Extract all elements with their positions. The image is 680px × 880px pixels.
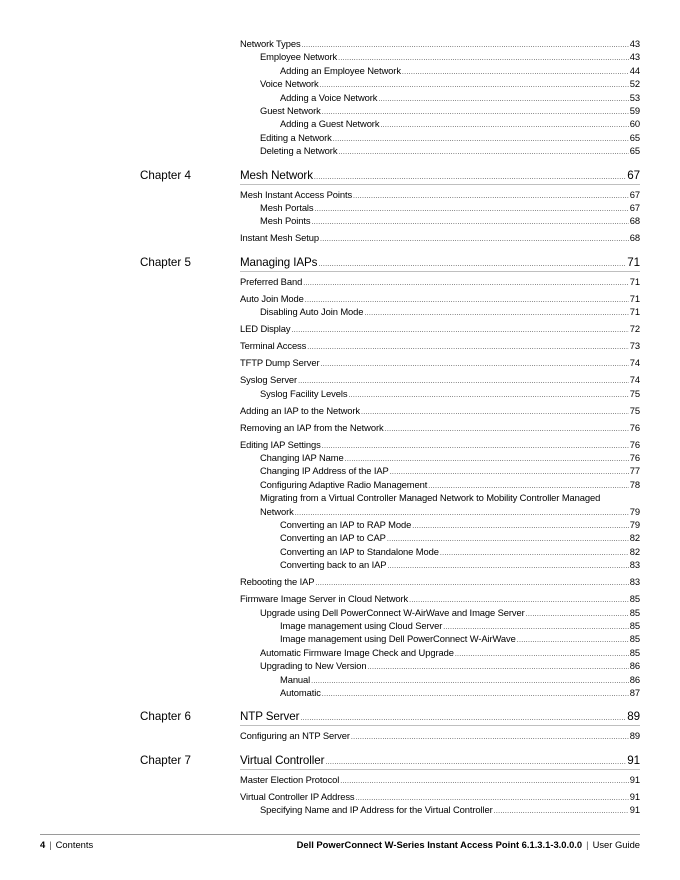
dot-leader bbox=[380, 122, 628, 129]
toc-entry-title: Master Election Protocol bbox=[240, 773, 340, 785]
dot-leader bbox=[368, 664, 629, 671]
dot-leader bbox=[302, 42, 629, 49]
toc-entry-title: Virtual Controller IP Address bbox=[240, 790, 355, 802]
toc-entry-page: 43 bbox=[629, 51, 640, 63]
toc-entry-page: 71 bbox=[627, 255, 640, 269]
toc-entry-title: Virtual Controller bbox=[240, 753, 325, 767]
dot-leader bbox=[315, 206, 629, 213]
toc-entry-title: Converting an IAP to RAP Mode bbox=[280, 519, 412, 530]
toc-entry-page: 71 bbox=[629, 292, 640, 304]
toc-entry-page: 76 bbox=[629, 452, 640, 463]
toc-entry-title: Deleting a Network bbox=[260, 145, 338, 157]
toc-entry[interactable] bbox=[260, 305, 640, 318]
toc-entry-title: Image management using Cloud Server bbox=[280, 620, 443, 631]
toc-entry-page: 75 bbox=[629, 404, 640, 416]
toc-entry-page: 67 bbox=[629, 188, 640, 200]
toc-entry[interactable] bbox=[240, 373, 640, 386]
toc-entry-page: 89 bbox=[627, 710, 640, 724]
toc-entry[interactable] bbox=[260, 144, 640, 157]
toc-entry-page: 85 bbox=[629, 633, 640, 645]
toc-entry-page: 82 bbox=[629, 532, 640, 544]
toc-entry[interactable] bbox=[260, 104, 640, 117]
toc-entry-page: 65 bbox=[629, 131, 640, 143]
dot-leader bbox=[311, 678, 629, 685]
dot-leader bbox=[390, 469, 629, 476]
dot-leader bbox=[402, 69, 629, 76]
toc-entry-page: 52 bbox=[629, 78, 640, 90]
toc-entry[interactable] bbox=[260, 451, 640, 464]
toc-entry[interactable] bbox=[280, 117, 640, 130]
toc-entry-page: 67 bbox=[629, 202, 640, 213]
toc-entry-page: 78 bbox=[629, 478, 640, 490]
toc-entry-page: 85 bbox=[629, 593, 640, 605]
toc-entry-page: 71 bbox=[629, 275, 640, 287]
toc-entry-page: 68 bbox=[629, 215, 640, 227]
toc-entry-page: 68 bbox=[629, 232, 640, 244]
dot-leader bbox=[322, 109, 629, 116]
toc-entry-page: 59 bbox=[629, 105, 640, 116]
dot-leader bbox=[348, 392, 628, 399]
toc-entry-title: Editing a Network bbox=[260, 131, 332, 143]
toc-entry[interactable] bbox=[260, 50, 640, 63]
toc-entry[interactable] bbox=[240, 438, 640, 451]
toc-entry-title: Employee Network bbox=[260, 51, 338, 63]
toc-entry[interactable] bbox=[260, 646, 640, 659]
toc-entry[interactable] bbox=[280, 64, 640, 77]
dot-leader bbox=[318, 261, 626, 268]
toc-entry-title: Converting back to an IAP bbox=[280, 559, 387, 571]
chapter-rule bbox=[240, 769, 640, 770]
chapter-label: Chapter 6 bbox=[140, 710, 191, 724]
toc-entry-title: Upgrading to New Version bbox=[260, 660, 367, 672]
toc-entry-page: 73 bbox=[629, 340, 640, 352]
dot-leader bbox=[387, 563, 628, 570]
chapter-entry[interactable] bbox=[240, 753, 640, 768]
dot-leader bbox=[364, 310, 628, 317]
toc-entry-page: 71 bbox=[629, 306, 640, 318]
toc-entry-title: Image management using Dell PowerConnect W-AirWave bbox=[280, 633, 516, 645]
toc-entry-title: Mesh Network bbox=[240, 168, 313, 182]
toc-entry-title: Network Types bbox=[240, 38, 301, 49]
dot-leader bbox=[320, 236, 629, 243]
toc-entry[interactable] bbox=[280, 91, 640, 104]
toc-entry[interactable] bbox=[260, 803, 640, 816]
dot-leader bbox=[428, 483, 629, 490]
toc-entry-title: Disabling Auto Join Mode bbox=[260, 306, 364, 318]
toc-entry[interactable] bbox=[280, 518, 640, 531]
dot-leader bbox=[291, 327, 628, 334]
footer-document-suffix: User Guide bbox=[592, 839, 640, 850]
toc-entry-title: Syslog Server bbox=[240, 374, 298, 386]
dot-leader bbox=[338, 55, 629, 62]
toc-entry-title: Removing an IAP from the Network bbox=[240, 421, 384, 433]
chapter-label: Chapter 5 bbox=[140, 255, 191, 269]
toc-entry[interactable] bbox=[280, 558, 640, 571]
toc-entry-page: 43 bbox=[629, 38, 640, 49]
footer-section: Contents bbox=[55, 839, 94, 850]
chapter-entry[interactable] bbox=[240, 168, 640, 183]
toc-entry-page: 79 bbox=[629, 505, 640, 517]
dot-leader bbox=[325, 759, 626, 766]
toc-entry-title: Manual bbox=[280, 673, 311, 685]
toc-entry[interactable] bbox=[280, 619, 640, 632]
toc-entry-title: Converting an IAP to CAP bbox=[280, 532, 386, 544]
toc-entry-title: Preferred Band bbox=[240, 275, 303, 287]
toc-entry[interactable] bbox=[240, 575, 640, 588]
toc-entry-page: 83 bbox=[629, 576, 640, 588]
dot-leader bbox=[307, 344, 629, 351]
footer-page-number: 4 bbox=[40, 839, 46, 850]
toc-entry-title: LED Display bbox=[240, 323, 291, 335]
toc-entry-title: Configuring an NTP Server bbox=[240, 730, 350, 742]
chapter-label: Chapter 7 bbox=[140, 753, 191, 767]
toc-entry-title: Mesh Points bbox=[260, 215, 311, 227]
toc-entry[interactable] bbox=[260, 659, 640, 672]
toc-entry[interactable] bbox=[280, 673, 640, 686]
toc-entry[interactable] bbox=[240, 592, 640, 605]
toc-entry-page: 67 bbox=[627, 168, 640, 182]
dot-leader bbox=[298, 378, 629, 385]
toc-entry[interactable] bbox=[260, 201, 640, 214]
toc-entry[interactable] bbox=[260, 606, 640, 619]
dot-leader bbox=[322, 443, 629, 450]
toc-entry[interactable] bbox=[260, 387, 640, 400]
footer-document-title: Dell PowerConnect W-Series Instant Access Point 6.1.3.1-3.0.0.0 bbox=[296, 839, 583, 850]
toc-entry-title: Network bbox=[260, 505, 294, 517]
toc-entry-title: Upgrade using Dell PowerConnect W-AirWave and Image Server bbox=[260, 606, 525, 618]
dot-leader bbox=[295, 510, 629, 517]
chapter-rule bbox=[240, 184, 640, 185]
toc-entry[interactable] bbox=[280, 531, 640, 544]
dot-leader bbox=[517, 637, 629, 644]
toc-entry-page: 53 bbox=[629, 91, 640, 103]
toc-entry-page: 85 bbox=[629, 646, 640, 658]
dot-leader bbox=[340, 778, 629, 785]
dot-leader bbox=[494, 808, 629, 815]
toc-entry[interactable] bbox=[260, 214, 640, 227]
toc-entry-title: Terminal Access bbox=[240, 340, 307, 352]
toc-entry-title: Editing IAP Settings bbox=[240, 438, 321, 450]
toc-entry-title: Rebooting the IAP bbox=[240, 576, 315, 588]
toc-entry-page: 91 bbox=[627, 753, 640, 767]
toc-entry-title: Adding an Employee Network bbox=[280, 64, 401, 76]
chapter-label: Chapter 4 bbox=[140, 168, 191, 182]
dot-leader bbox=[312, 219, 629, 226]
toc-entry-page: 75 bbox=[629, 387, 640, 399]
toc-entry-page: 79 bbox=[629, 519, 640, 530]
toc-entry-page: 89 bbox=[629, 730, 640, 742]
toc-entry-page: 44 bbox=[629, 64, 640, 76]
toc-entry[interactable] bbox=[240, 773, 640, 786]
dot-leader bbox=[443, 624, 629, 631]
toc-entry-title: Configuring Adaptive Radio Management bbox=[260, 478, 428, 490]
toc-entry-title: Syslog Facility Levels bbox=[260, 387, 348, 399]
footer-separator-2: | bbox=[586, 839, 589, 850]
toc-entry-title: Changing IAP Name bbox=[260, 452, 344, 463]
toc-entry-title: Mesh Portals bbox=[260, 202, 314, 213]
dot-leader bbox=[351, 734, 629, 741]
toc-entry-page: 86 bbox=[629, 660, 640, 672]
dot-leader bbox=[300, 715, 626, 722]
toc-entry-page: 60 bbox=[629, 118, 640, 130]
footer-right bbox=[297, 839, 640, 851]
dot-leader bbox=[320, 82, 629, 89]
toc-entry-title: Changing IP Address of the IAP bbox=[260, 465, 389, 477]
toc-entry[interactable] bbox=[240, 37, 640, 50]
toc-entry-title: Instant Mesh Setup bbox=[240, 232, 319, 244]
toc-entry-title: Guest Network bbox=[260, 105, 321, 116]
toc-entry[interactable] bbox=[280, 545, 640, 558]
toc-entry[interactable] bbox=[240, 339, 640, 352]
toc-entry-page: 91 bbox=[629, 773, 640, 785]
toc-entry-page: 76 bbox=[629, 421, 640, 433]
dot-leader bbox=[315, 580, 628, 587]
dot-leader bbox=[303, 280, 629, 287]
toc-entry-title: Adding a Guest Network bbox=[280, 118, 380, 130]
toc-entry-page: 83 bbox=[629, 559, 640, 571]
toc-entry[interactable] bbox=[240, 790, 640, 803]
toc-entry-title: TFTP Dump Server bbox=[240, 357, 320, 369]
toc-entry-title: NTP Server bbox=[240, 710, 300, 724]
toc-entry[interactable] bbox=[260, 478, 640, 491]
dot-leader bbox=[526, 611, 629, 618]
toc-entry-title: Mesh Instant Access Points bbox=[240, 188, 353, 200]
footer-left bbox=[40, 839, 93, 851]
toc-entry-title: Voice Network bbox=[260, 78, 319, 90]
toc-entry-title: Auto Join Mode bbox=[240, 292, 304, 304]
chapter-entry[interactable] bbox=[240, 255, 640, 270]
toc-entry-title: Managing IAPs bbox=[240, 255, 318, 269]
dot-leader bbox=[412, 523, 629, 530]
chapter-rule bbox=[240, 725, 640, 726]
dot-leader bbox=[314, 174, 626, 181]
toc-entry-title: Firmware Image Server in Cloud Network bbox=[240, 593, 409, 605]
dot-leader bbox=[345, 456, 629, 463]
dot-leader bbox=[333, 136, 629, 143]
toc-entry[interactable] bbox=[240, 421, 640, 434]
toc-entry[interactable] bbox=[280, 632, 640, 645]
toc-entry[interactable] bbox=[240, 322, 640, 335]
toc-entry[interactable] bbox=[260, 131, 640, 144]
toc-entry-page: 65 bbox=[629, 145, 640, 157]
dot-leader bbox=[455, 651, 629, 658]
toc-entry-page: 86 bbox=[629, 673, 640, 685]
footer-separator: | bbox=[49, 839, 52, 850]
dot-leader bbox=[353, 193, 629, 200]
dot-leader bbox=[356, 795, 629, 802]
toc-entry[interactable] bbox=[260, 77, 640, 90]
toc-entry-page: 72 bbox=[629, 323, 640, 335]
toc-entry-title: Automatic Firmware Image Check and Upgrade bbox=[260, 646, 454, 658]
toc-entry[interactable] bbox=[240, 275, 640, 288]
toc-entry[interactable] bbox=[240, 729, 640, 742]
dot-leader bbox=[440, 550, 629, 557]
chapter-entry[interactable] bbox=[240, 709, 640, 724]
toc-entry-title: Automatic bbox=[280, 687, 321, 698]
toc-entry-title: Adding a Voice Network bbox=[280, 91, 378, 103]
dot-leader bbox=[322, 691, 629, 698]
toc-entry[interactable] bbox=[240, 404, 640, 417]
dot-leader bbox=[361, 409, 629, 416]
toc-entry[interactable] bbox=[240, 231, 640, 244]
dot-leader bbox=[338, 149, 628, 156]
dot-leader bbox=[385, 426, 629, 433]
chapter-rule bbox=[240, 271, 640, 272]
toc-entry-page: 87 bbox=[629, 687, 640, 698]
toc-entry-page: 91 bbox=[629, 790, 640, 802]
toc-entry-wrapped-title[interactable]: Migrating from a Virtual Controller Managed Network to Mobility Controller Managed bbox=[260, 492, 601, 504]
toc-entry[interactable] bbox=[260, 464, 640, 477]
toc-entry-title: Adding an IAP to the Network bbox=[240, 404, 361, 416]
dot-leader bbox=[321, 361, 629, 368]
dot-leader bbox=[305, 297, 629, 304]
dot-leader bbox=[387, 536, 629, 543]
toc-entry-page: 82 bbox=[629, 545, 640, 557]
footer-divider bbox=[40, 834, 640, 835]
toc-entry-title: Specifying Name and IP Address for the Virtual Controller bbox=[260, 804, 493, 816]
toc-entry-page: 85 bbox=[629, 620, 640, 631]
toc-entry[interactable] bbox=[260, 505, 640, 518]
toc-entry[interactable] bbox=[240, 188, 640, 201]
toc-entry-page: 85 bbox=[629, 606, 640, 618]
toc-entry-page: 76 bbox=[629, 438, 640, 450]
toc-entry-page: 91 bbox=[629, 804, 640, 816]
toc-entry-page: 77 bbox=[629, 465, 640, 477]
toc-entry-title: Converting an IAP to Standalone Mode bbox=[280, 545, 439, 557]
toc-entry[interactable] bbox=[240, 292, 640, 305]
toc-entry[interactable] bbox=[280, 686, 640, 699]
dot-leader bbox=[409, 597, 629, 604]
toc-entry[interactable] bbox=[240, 356, 640, 369]
dot-leader bbox=[378, 96, 628, 103]
toc-entry-page: 74 bbox=[629, 357, 640, 369]
toc-entry-page: 74 bbox=[629, 374, 640, 386]
